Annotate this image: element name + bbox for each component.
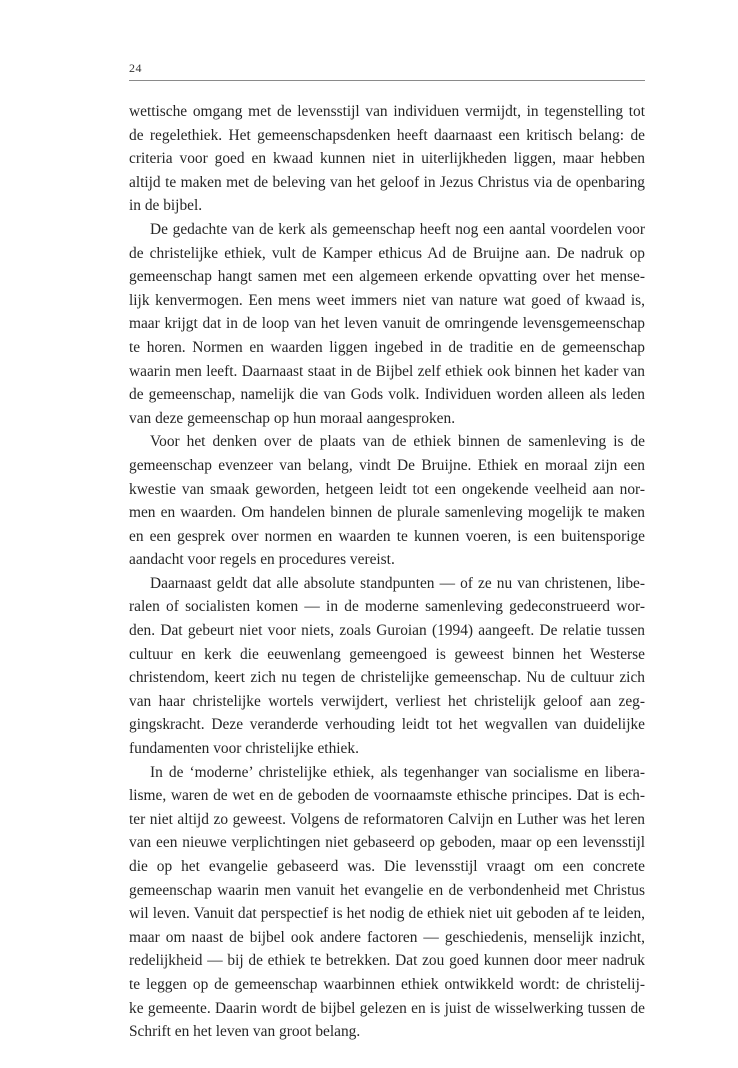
text-line: fundamenten voor christelijke ethiek. <box>129 740 359 758</box>
text-line: altijd te maken met de beleving van het geloof in Jezus Christus via de openbaring <box>129 173 645 191</box>
text-line: ke gemeente. Daarin wordt de bijbel gelezen en is juist de wisselwerking tussen de <box>129 999 645 1017</box>
paragraph-3 <box>129 430 645 572</box>
text-line: ralen of socialisten komen — in de moderne samenleving gedeconstrueerd wor- <box>129 598 645 616</box>
text-line: van haar christelijke wortels verwijdert, verliest het christelijk geloof aan zeg- <box>129 692 645 710</box>
text-line: en een gesprek over normen en waarden te kunnen voeren, is een buitensporige <box>129 527 645 545</box>
page-number: 24 <box>129 61 142 75</box>
text-line: lijk kenvermogen. Een mens weet immers niet van nature wat goed of kwaad is, <box>129 291 645 309</box>
text-line: kwestie van smaak geworden, hetgeen leidt tot een ongekende veelheid aan nor- <box>129 480 645 498</box>
text-line: ter niet altijd zo geweest. Volgens de reformatoren Calvijn en Luther was het leren <box>129 810 645 828</box>
text-line: In de ‘moderne’ christelijke ethiek, als tegenhanger van socialisme en libera- <box>150 763 645 781</box>
text-line: maar krijgt dat in de loop van het leven vanuit de omringende levensgemeenschap <box>129 315 645 333</box>
text-line: redelijkheid — bij de ethiek te betrekken. Dat zou goed kunnen door meer nadruk <box>129 952 645 970</box>
paragraph-5 <box>129 761 645 1044</box>
text-line: gingskracht. Deze veranderde verhouding leidt tot het wegvallen van duidelijke <box>129 716 645 734</box>
text-line: Daarnaast geldt dat alle absolute standpunten — of ze nu van christenen, libe- <box>150 574 645 592</box>
text-line: lisme, waren de wet en de geboden de voornaamste ethische principes. Dat is ech- <box>129 787 645 805</box>
header-rule <box>129 80 645 81</box>
text-line: te horen. Normen en waarden liggen ingebed in de traditie en de gemeenschap <box>129 338 645 356</box>
text-line: de gemeenschap, namelijk die van Gods volk. Individuen worden alleen als leden <box>129 386 645 404</box>
text-line: christendom, keert zich nu tegen de christelijke gemeenschap. Nu de cultuur zich <box>129 669 645 687</box>
text-line: criteria voor goed en kwaad kunnen niet in uiterlijkheden liggen, maar hebben <box>129 150 645 168</box>
body-text <box>129 100 645 1044</box>
text-line: gemeenschap waarin men vanuit het evangelie en de verbondenheid met Christus <box>129 881 645 899</box>
text-line: maar om naast de bijbel ook andere factoren — geschiedenis, menselijk inzicht, <box>129 928 645 946</box>
paragraph-4 <box>129 572 645 761</box>
text-line: aandacht voor regels en procedures vereist. <box>129 551 395 569</box>
text-line: cultuur en kerk die eeuwenlang gemeengoed is geweest binnen het Westerse <box>129 645 645 663</box>
text-line: van deze gemeenschap op hun moraal aangesproken. <box>129 409 456 427</box>
paragraph-2 <box>129 218 645 430</box>
text-line: Voor het denken over de plaats van de ethiek binnen de samenleving is de <box>150 433 645 451</box>
text-line: de christelijke ethiek, vult de Kamper ethicus Ad de Bruijne aan. De nadruk op <box>129 244 645 262</box>
text-line: wettische omgang met de levensstijl van individuen vermijdt, in tegenstelling tot <box>129 103 645 120</box>
text-line: De gedachte van de kerk als gemeenschap heeft nog een aantal voordelen voor <box>150 220 645 238</box>
text-line: waarin men leeft. Daarnaast staat in de Bijbel zelf ethiek ook binnen het kader van <box>129 362 645 380</box>
text-line: den. Dat gebeurt niet voor niets, zoals Guroian (1994) aangeeft. De relatie tussen <box>129 622 645 640</box>
text-line: van een nieuwe verplichtingen niet gebaseerd op geboden, maar op een levensstijl <box>129 834 645 852</box>
text-line: die op het evangelie gebaseerd was. Die levensstijl vraagt om een concrete <box>129 858 645 875</box>
text-line: gemeenschap evenzeer van belang, vindt De Bruijne. Ethiek en moraal zijn een <box>129 456 645 474</box>
text-line: Schrift en het leven van groot belang. <box>129 1023 361 1041</box>
text-line: wil leven. Vanuit dat perspectief is het nodig de ethiek niet uit geboden af te leiden, <box>129 905 645 923</box>
paragraph-1 <box>129 100 645 218</box>
text-line: men en waarden. Om handelen binnen de plurale samenleving mogelijk te maken <box>129 504 645 522</box>
text-line: in de bijbel. <box>129 197 203 215</box>
text-line: te leggen op de gemeenschap waarbinnen ethiek ontwikkeld wordt: de christelij- <box>129 975 645 993</box>
text-line: de regelethiek. Het gemeenschapsdenken heeft daarnaast een kritisch belang: de <box>129 126 645 144</box>
text-line: gemeenschap hangt samen met een algemeen erkende opvatting over het mense- <box>129 268 645 286</box>
